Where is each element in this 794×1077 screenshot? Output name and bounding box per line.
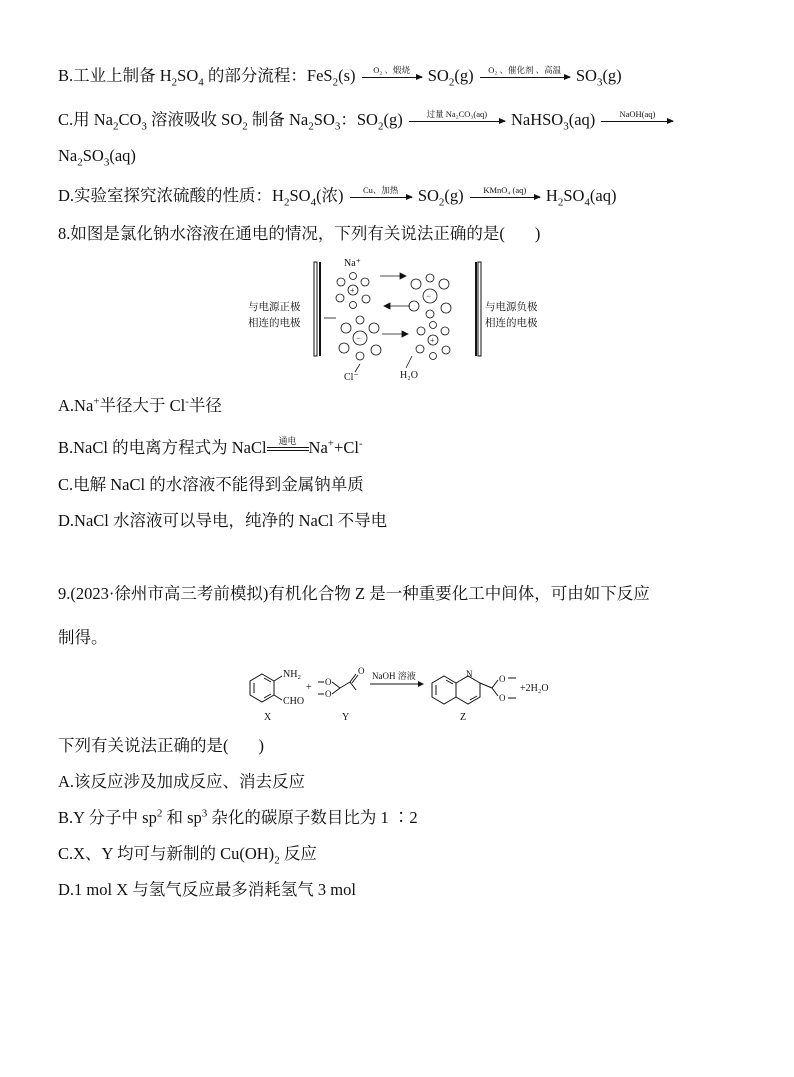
subscript: 4 (198, 76, 204, 89)
text: SO (82, 146, 104, 165)
arrow-label: O₂ 、煅烧 (373, 65, 410, 76)
text: C.电解 NaCl 的水溶液不能得到金属钠单质 (58, 475, 364, 494)
arrow-label: NaOH(aq) (619, 109, 656, 120)
ion-migration-arrows (324, 273, 412, 372)
text: SO (417, 186, 439, 205)
superscript: - (358, 437, 363, 450)
compound-y-structure (318, 674, 358, 694)
equals-sign (267, 436, 309, 459)
text: 8.如图是氯化钠水溶液在通电的情况，下列有关说法正确的是( (58, 224, 505, 243)
text: ：SO (340, 110, 378, 129)
subscript: 2 (448, 76, 455, 89)
subscript: 4 (310, 196, 317, 209)
water-label: H₂O (400, 370, 418, 381)
subscript: 2 (332, 76, 339, 89)
subscript: 2 (113, 120, 119, 133)
text: (g) (454, 66, 474, 85)
option-d-line (58, 186, 617, 207)
text: 和 sp (162, 808, 202, 827)
subscript: 3 (141, 120, 147, 133)
superscript: + (93, 395, 100, 408)
arrow-condition: NaOH 溶液 (372, 671, 416, 681)
text: (g) (444, 186, 464, 205)
subscript: 2 (377, 120, 384, 133)
reaction-arrow (480, 67, 570, 87)
reaction-arrow (350, 187, 412, 207)
text: B.NaCl 的电离方程式为 NaCl (58, 438, 267, 457)
text: SO (563, 186, 585, 205)
svg-text:+: + (430, 336, 435, 345)
subscript: 4 (584, 196, 590, 209)
label-z: Z (460, 712, 467, 723)
subscript: 2 (242, 120, 248, 133)
option-b-line (58, 66, 622, 87)
subscript: 3 (596, 76, 603, 89)
text: D.实验室探究浓硫酸的性质：H (58, 186, 284, 205)
q9-option-c (58, 844, 317, 867)
subscript: 3 (563, 120, 569, 133)
subscript: 2 (171, 76, 178, 89)
hydrated-na-ion-bottom (416, 322, 450, 360)
reaction-arrow (470, 187, 540, 207)
reaction-arrow (362, 67, 422, 87)
q9-option-b (58, 808, 418, 828)
text: 9.(2023·徐州市高三考前模拟)有机化合物 Z 是一种重要化工中间体，可由如下反应 (58, 584, 650, 603)
question-9-stem (58, 584, 650, 604)
q8-option-b (58, 438, 363, 459)
text: ) (534, 224, 541, 243)
subscript: 2 (557, 196, 564, 209)
text: (aq) (109, 146, 136, 165)
hydrated-cl-ion-top (409, 274, 451, 318)
left-electrode-label-2: 相连的电极 (248, 318, 301, 329)
superscript: 2 (156, 807, 163, 820)
arrow-label: O₂ 、催化剂 、高温 (488, 65, 562, 76)
reaction-arrow (601, 111, 673, 131)
subscript: 2 (438, 196, 445, 209)
z-nitrogen: N (466, 669, 473, 679)
svg-text:+: + (350, 286, 355, 295)
text: C.X、Y 均可与新制的 Cu(OH) (58, 844, 275, 863)
text: SO (313, 110, 335, 129)
plus-sign: + (306, 682, 312, 693)
q8-option-a (58, 396, 222, 416)
text: D.1 mol X 与氢气反应最多消耗氢气 3 mol (58, 880, 356, 899)
left-electrode-label-1: 与电源正极 (248, 302, 301, 313)
text: C.用 Na (58, 110, 113, 129)
reaction-arrow (409, 111, 505, 131)
y-oxygen-1: O (325, 677, 332, 687)
text: 半径大于 Cl (99, 396, 186, 415)
text: 半径 (188, 396, 222, 415)
cho-label: CHO (283, 696, 305, 707)
text: Na (308, 438, 328, 457)
text: 反应 (279, 844, 317, 863)
subscript: 2 (308, 120, 314, 133)
subscript: 3 (334, 120, 341, 133)
text: A.该反应涉及加成反应、消去反应 (58, 772, 306, 791)
y-oxygen-2: O (325, 689, 332, 699)
arrow-label: Cu、加热 (362, 185, 399, 196)
y-oxygen-carbonyl: O (358, 666, 365, 676)
text: B.工业上制备 H (58, 66, 172, 85)
text: D.NaCl 水溶液可以导电，纯净的 NaCl 不导电 (58, 511, 388, 530)
right-electrode-label-2: 相连的电极 (485, 318, 538, 329)
label-y: Y (342, 712, 350, 723)
hydrated-na-ion-top (336, 273, 370, 309)
text: 下列有关说法正确的是( (58, 736, 229, 755)
anode-electrode (314, 262, 317, 356)
text: SO (427, 66, 449, 85)
condition-label: 通电 (278, 436, 297, 447)
svg-text:−: − (426, 291, 432, 301)
text: 制得。 (58, 628, 108, 647)
text: NaHSO (510, 110, 564, 129)
water-term: +2H₂O (520, 683, 549, 694)
q9-option-a (58, 772, 305, 792)
text: SO (289, 186, 311, 205)
text: A.Na (58, 396, 94, 415)
text: 的部分流程：FeS (203, 66, 333, 85)
text: CO (118, 110, 142, 129)
anode-electrode-edge (319, 262, 321, 356)
arrow-label: KMnO₄ (aq) (483, 185, 527, 196)
electrolysis-diagram (240, 254, 560, 386)
superscript: - (185, 395, 189, 408)
arrow-label: 过量 Na₂CO₃(aq) (426, 109, 488, 120)
question-8-stem (58, 224, 540, 244)
text: ) (258, 736, 264, 755)
q8-option-c (58, 475, 364, 495)
text: H (545, 186, 558, 205)
reaction-scheme (240, 658, 580, 724)
question-9-stem-2 (58, 628, 108, 648)
nh2-label: NH₂ (283, 669, 301, 680)
text: SO (177, 66, 199, 85)
subscript: 2 (274, 854, 280, 867)
cathode-electrode (478, 262, 481, 356)
option-c-line-2 (58, 146, 136, 169)
cathode-electrode-edge (475, 262, 477, 356)
text: (aq) (568, 110, 596, 129)
cl-label: Cl⁻ (344, 372, 359, 383)
label-x: X (264, 712, 272, 723)
na-label: Na⁺ (344, 258, 361, 269)
subscript: 2 (283, 196, 290, 209)
text: 溶液吸收 SO (146, 110, 243, 129)
z-oxygen-1: O (499, 674, 506, 684)
superscript: 3 (201, 807, 208, 820)
text: SO (575, 66, 597, 85)
option-c-line (58, 110, 675, 131)
subscript: 2 (77, 156, 83, 169)
reaction-arrow (370, 681, 424, 687)
text: (浓) (316, 186, 344, 205)
text: (g) (602, 66, 622, 85)
compound-x-structure (250, 674, 282, 702)
right-electrode-label-1: 与电源负极 (485, 302, 538, 313)
q9-option-d (58, 880, 356, 900)
text: (g) (383, 110, 403, 129)
text: (aq) (589, 186, 617, 205)
superscript: + (327, 437, 335, 450)
hydrated-cl-ion-bottom (339, 316, 381, 360)
z-oxygen-2: O (499, 693, 506, 703)
text: 杂化的碳原子数目比为 1 ∶2 (207, 808, 418, 827)
text: B.Y 分子中 sp (58, 808, 157, 827)
q9-question (58, 736, 264, 756)
subscript: 3 (103, 156, 110, 169)
text: +Cl (334, 438, 359, 457)
text: 制备 Na (247, 110, 309, 129)
text: (s) (338, 66, 356, 85)
text: Na (58, 146, 78, 165)
q8-option-d (58, 511, 387, 531)
svg-text:−: − (356, 333, 362, 343)
